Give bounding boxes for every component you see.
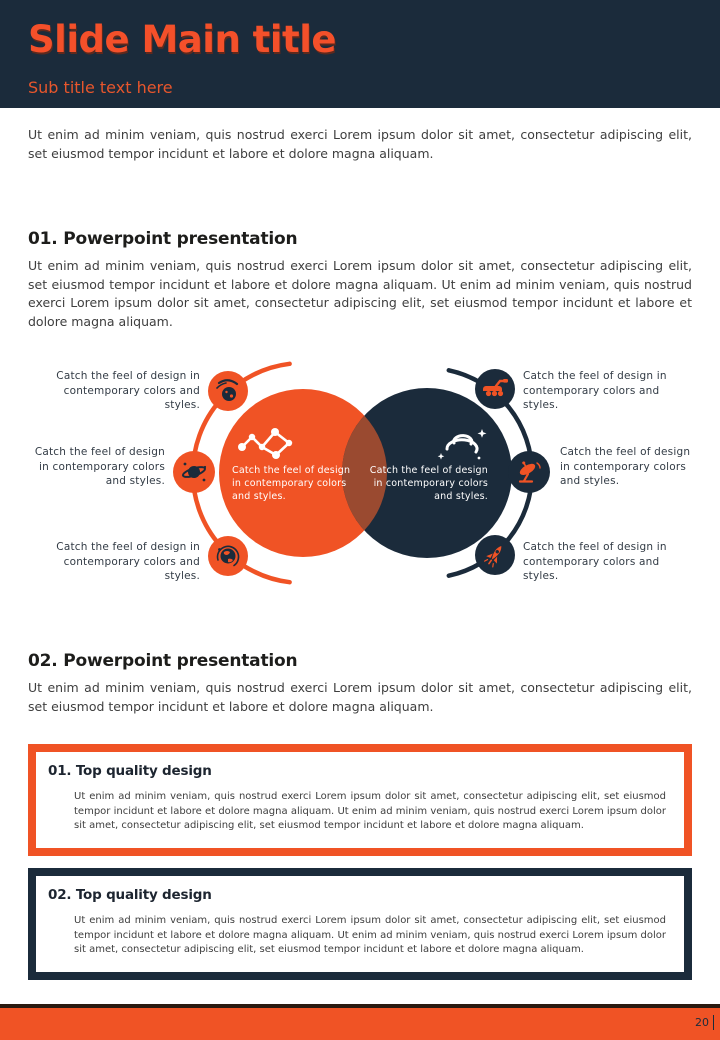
star-dot-icon <box>478 457 481 460</box>
globe-badge <box>208 536 248 576</box>
rocket-caption: Catch the feel of design in contemporary colors and styles. <box>523 541 667 582</box>
rover-caption: Catch the feel of design in contemporary colors and styles. <box>523 370 667 411</box>
section2-paragraph: Ut enim ad minim veniam, quis nostrud exerci Lorem ipsum dolor sit amet, consectetur adipiscing elit, set eiusmod tempor incidunt et labore et dolore magna aliquam. <box>28 680 692 714</box>
orange-circle-caption: Catch the feel of design in contemporary colors and styles. <box>232 465 351 502</box>
header-band <box>0 0 720 108</box>
saturn-caption: Catch the feel of design in contemporary colors and styles. <box>34 446 165 487</box>
intro-paragraph: Ut enim ad minim veniam, quis nostrud exerci Lorem ipsum dolor sit amet, consectetur adipiscing elit, set eiusmod tempor incidunt et labore et dolore magna aliquam. <box>28 127 692 161</box>
navy-circle-caption: Catch the feel of design in contemporary colors and styles. <box>369 465 488 502</box>
section2-heading: 02. Powerpoint presentation <box>28 651 298 671</box>
page-title: Slide Main title <box>28 18 336 61</box>
callout-box-2 <box>28 868 692 980</box>
satellite-dish-caption: Catch the feel of design in contemporary colors and styles. <box>560 446 691 487</box>
callout2-body: Ut enim ad minim veniam, quis nostrud exerci Lorem ipsum dolor sit amet, consectetur adipiscing elit, set eiusmod tempor incidunt et labore et dolore magna aliquam. Ut enim ad minim veniam, quis nostrud exerci Lorem ipsum dolor sit amet, consectetur adipiscing elit, set eiusmod tempor incidunt et labore et dolore magna aliquam. <box>74 915 666 955</box>
callout1-title: 01. Top quality design <box>48 763 212 779</box>
callout1-body: Ut enim ad minim veniam, quis nostrud exerci Lorem ipsum dolor sit amet, consectetur adipiscing elit, set eiusmod tempor incidunt et labore et dolore magna aliquam. Ut enim ad minim veniam, quis nostrud exerci Lorem ipsum dolor sit amet, consectetur adipiscing elit, set eiusmod tempor incidunt et labore et dolore magna aliquam. <box>74 791 666 831</box>
satellite-dish-badge <box>508 451 550 493</box>
saturn-badge <box>173 451 215 493</box>
section1-paragraph: Ut enim ad minim veniam, quis nostrud exerci Lorem ipsum dolor sit amet, consectetur adipiscing elit, set eiusmod tempor incidunt et labore et dolore magna aliquam. Ut enim ad minim veniam, quis nostrud exerci Lorem ipsum dolor sit amet, consectetur adipiscing elit, set eiusmod tempor incidunt et labore et dolore magna aliquam. <box>28 258 692 329</box>
footer-bar <box>0 1004 720 1040</box>
callout-box-1 <box>28 744 692 856</box>
rover-badge <box>475 369 515 409</box>
callout2-title: 02. Top quality design <box>48 887 212 903</box>
page-number: 20 <box>695 1015 714 1030</box>
venn-diagram <box>0 355 720 607</box>
rocket-badge <box>475 535 515 575</box>
page-subtitle: Sub title text here <box>28 78 173 97</box>
comet-badge <box>208 371 248 411</box>
globe-caption: Catch the feel of design in contemporary colors and styles. <box>56 541 200 582</box>
section1-heading: 01. Powerpoint presentation <box>28 229 298 249</box>
comet-caption: Catch the feel of design in contemporary colors and styles. <box>56 370 200 411</box>
